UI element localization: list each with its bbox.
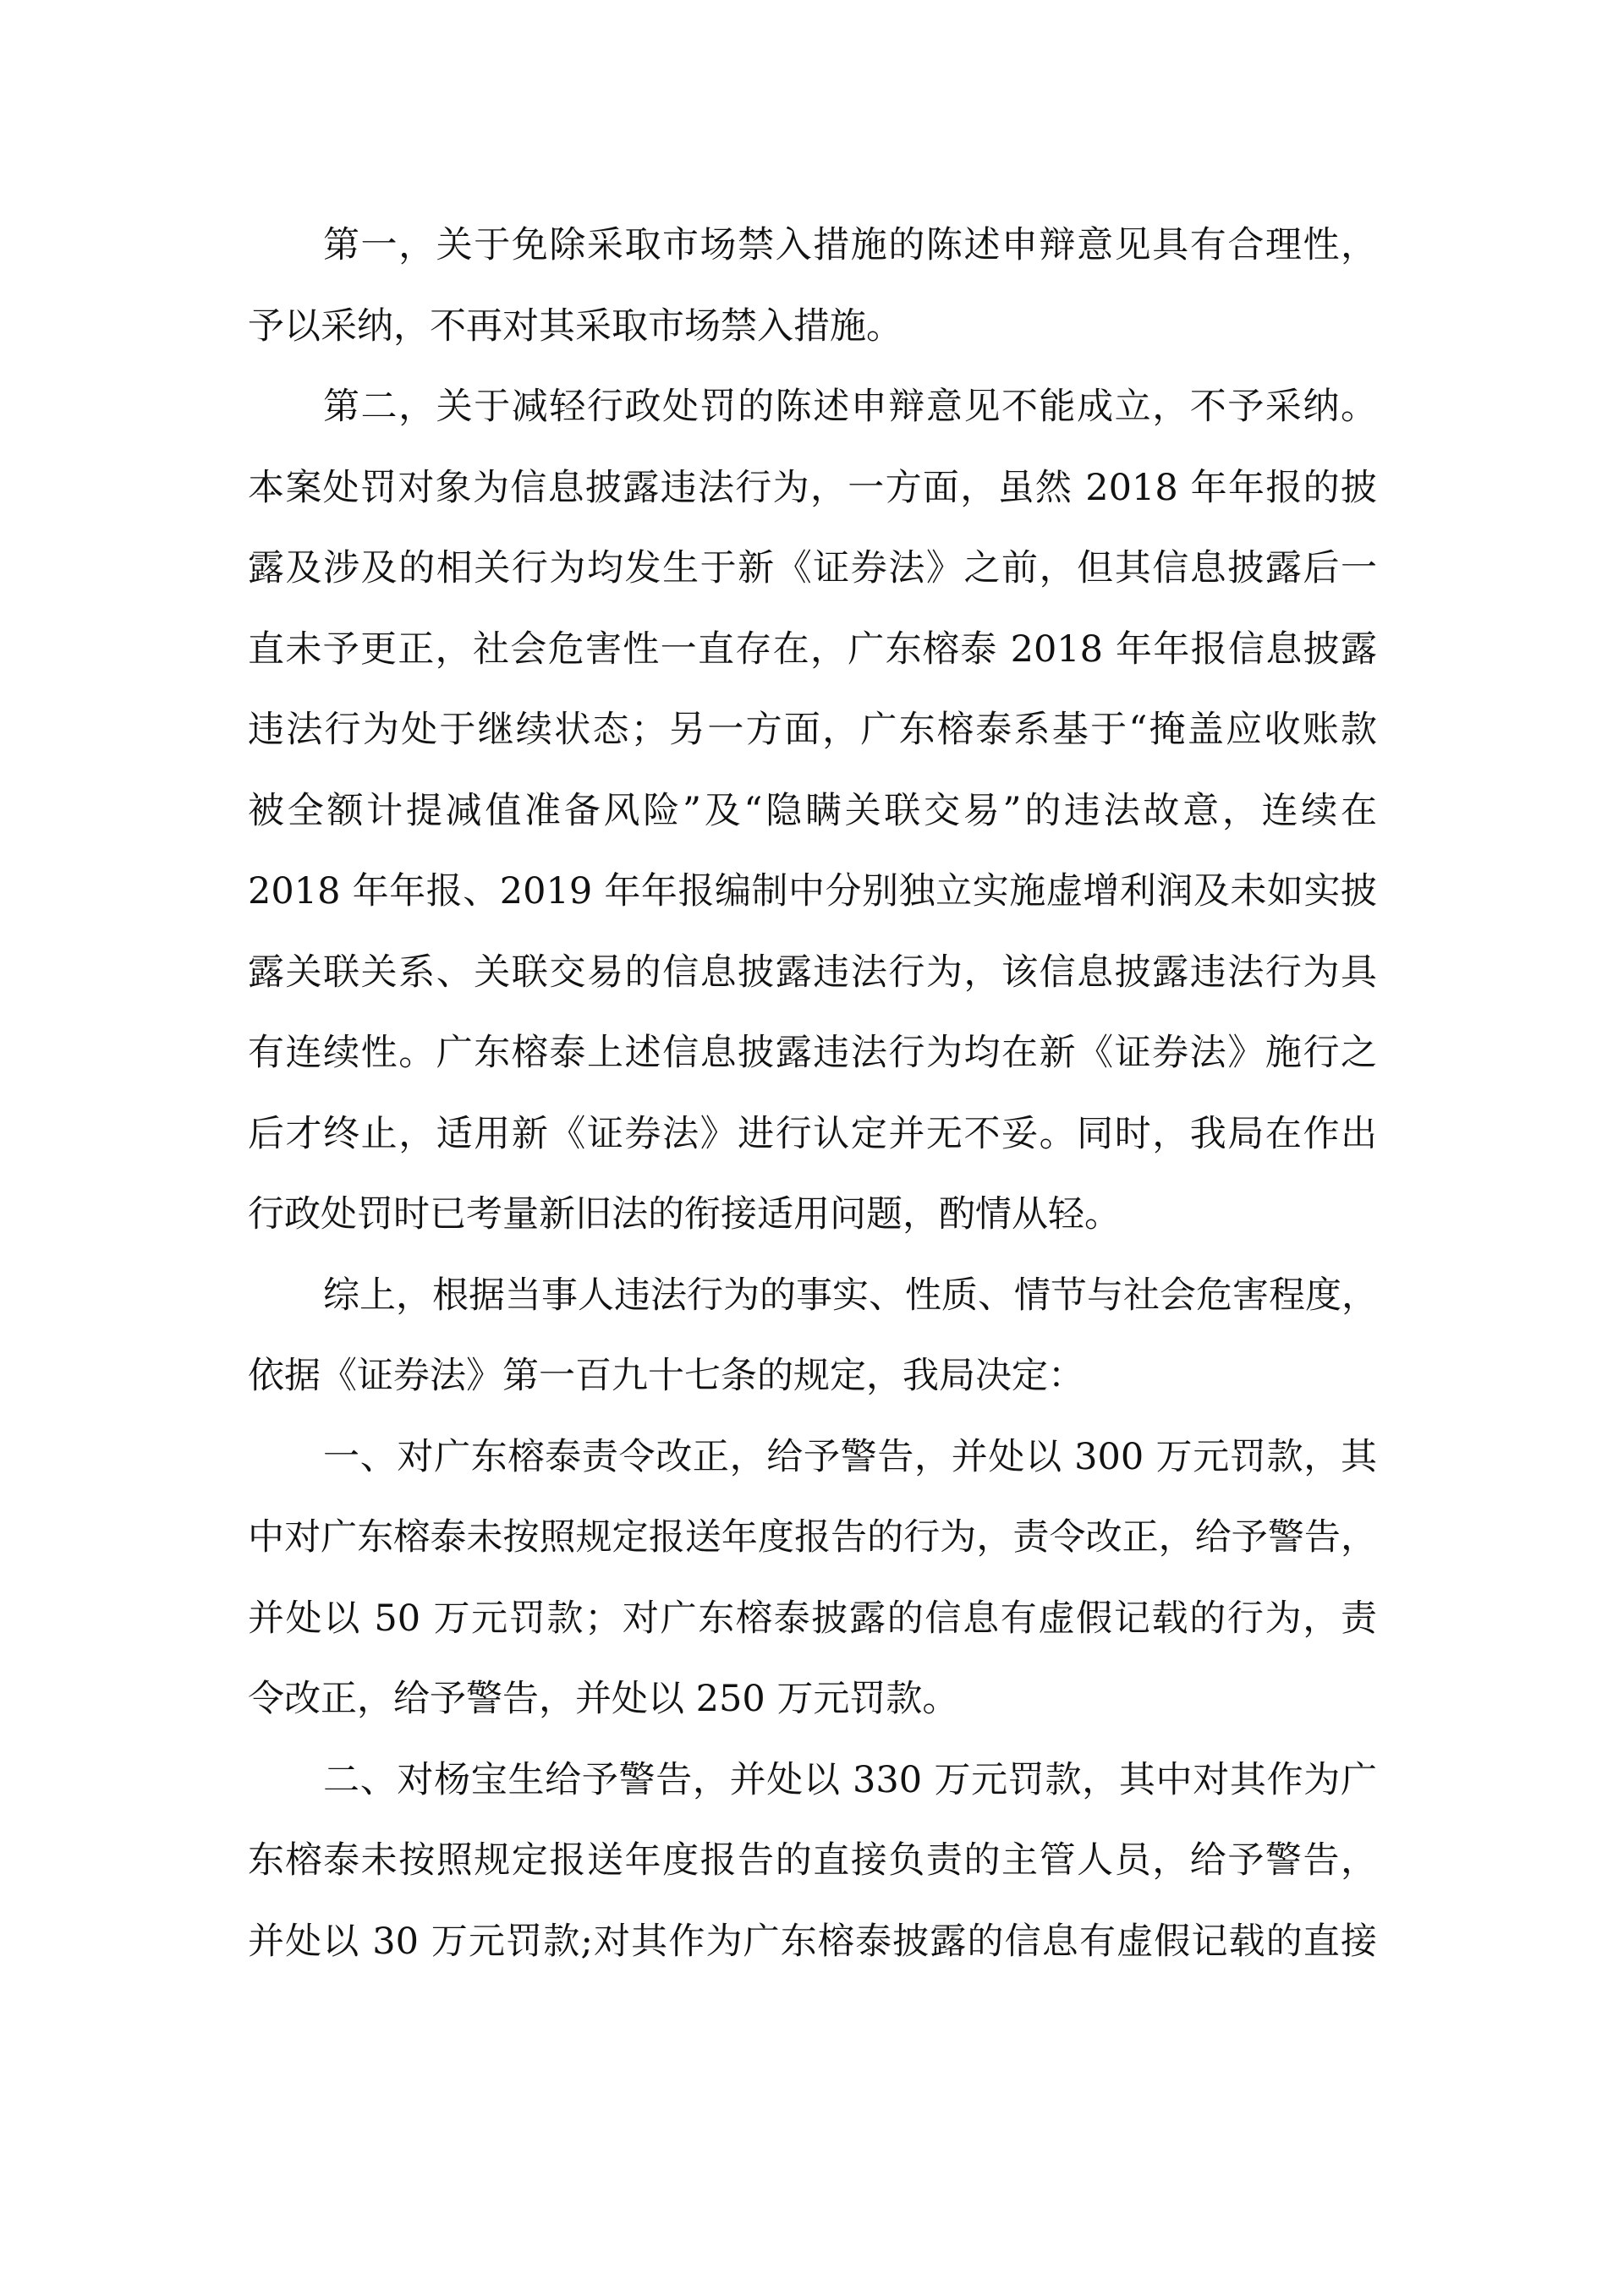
text-line: 并处以 50 万元罚款；对广东榕泰披露的信息有虚假记载的行为，责	[248, 1597, 1377, 1640]
text-line: 第二，关于减轻行政处罚的陈述申辩意见不能成立，不予采纳。	[323, 386, 1377, 428]
text-line: 二、对杨宝生给予警告，并处以 330 万元罚款，其中对其作为广	[323, 1758, 1377, 1801]
paragraph-decision-item-1	[248, 1417, 1377, 1740]
paragraph-market-ban-opinion	[248, 205, 1377, 367]
text-line: 违法行为处于继续状态；另一方面，广东榕泰系基于“掩盖应收账款	[248, 709, 1377, 751]
text-line: 予以采纳，不再对其采取市场禁入措施。	[248, 304, 903, 348]
text-line: 有连续性。广东榕泰上述信息披露违法行为均在新《证券法》施行之	[248, 1032, 1377, 1074]
text-line: 直未予更正，社会危害性一直存在，广东榕泰 2018 年年报信息披露	[248, 627, 1377, 671]
text-line: 依据《证券法》第一百九十七条的规定，我局决定：	[248, 1355, 1084, 1397]
text-line: 行政处罚时已考量新旧法的衔接适用问题，酌情从轻。	[248, 1193, 1121, 1236]
text-line: 中对广东榕泰未按照规定报送年度报告的行为，责令改正，给予警告，	[248, 1516, 1377, 1559]
text-line: 东榕泰未按照规定报送年度报告的直接负责的主管人员，给予警告，	[248, 1839, 1377, 1882]
text-line: 并处以 30 万元罚款;对其作为广东榕泰披露的信息有虚假记载的直接	[248, 1920, 1377, 1963]
text-line: 第一，关于免除采取市场禁入措施的陈述申辩意见具有合理性，	[323, 224, 1377, 266]
text-line: 令改正，给予警告，并处以 250 万元罚款。	[248, 1678, 959, 1720]
body-text	[248, 205, 1377, 1982]
paragraph-decision-item-2	[248, 1740, 1377, 1983]
text-line: 露及涉及的相关行为均发生于新《证券法》之前，但其信息披露后一	[248, 547, 1377, 589]
text-line: 后才终止，适用新《证券法》进行认定并无不妥。同时，我局在作出	[248, 1112, 1377, 1155]
text-line: 被全额计提减值准备风险”及“隐瞒关联交易”的违法故意，连续在	[248, 789, 1377, 832]
text-line: 综上，根据当事人违法行为的事实、性质、情节与社会危害程度，	[323, 1274, 1378, 1317]
text-line: 一、对广东榕泰责令改正，给予警告，并处以 300 万元罚款，其	[323, 1435, 1377, 1478]
text-line: 露关联关系、关联交易的信息披露违法行为，该信息披露违法行为具	[248, 951, 1377, 994]
paragraph-summary-decision	[248, 1256, 1377, 1417]
paragraph-penalty-reduction-opinion	[248, 367, 1377, 1256]
text-line: 2018 年年报、2019 年年报编制中分别独立实施虚增利润及未如实披	[248, 870, 1377, 912]
text-line: 本案处罚对象为信息披露违法行为，一方面，虽然 2018 年年报的披	[248, 466, 1377, 509]
